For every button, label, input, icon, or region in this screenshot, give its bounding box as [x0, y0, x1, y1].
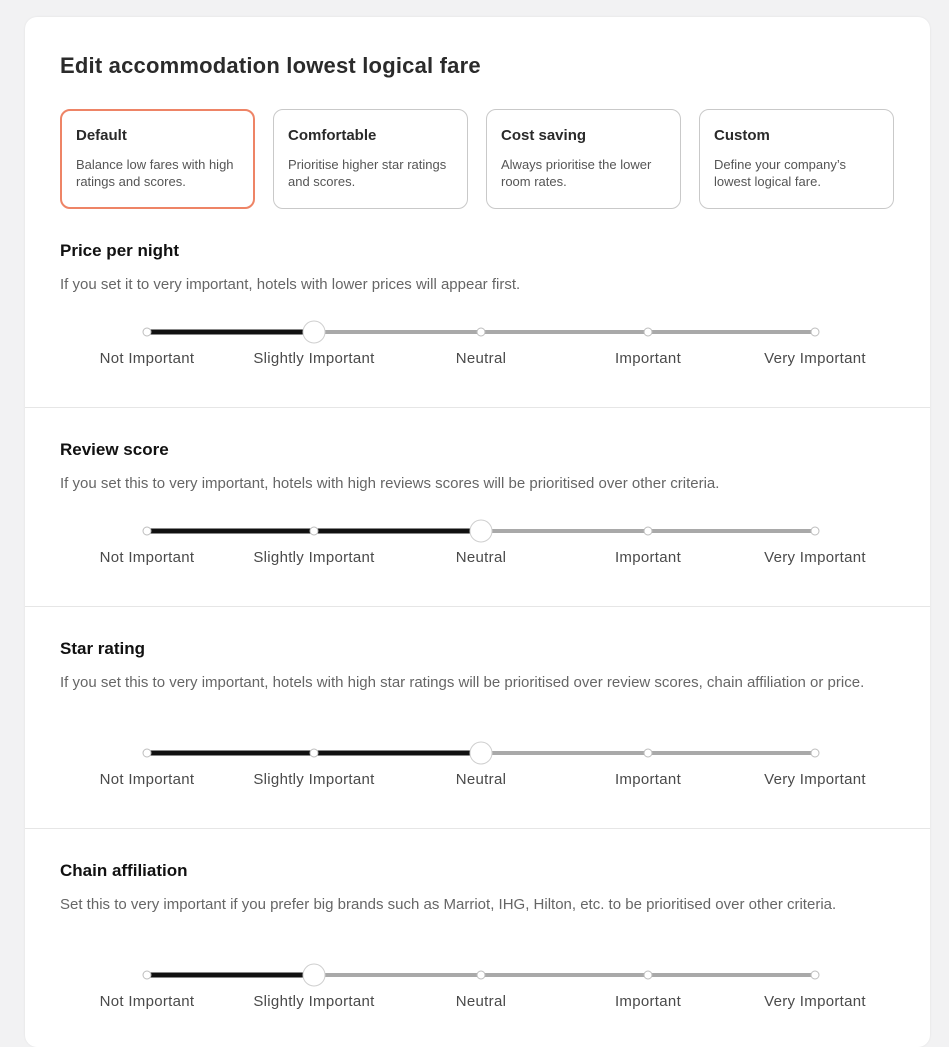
slider-stop[interactable] — [143, 328, 151, 336]
slider-stop[interactable] — [477, 328, 485, 336]
criterion-price-per-night — [25, 217, 930, 408]
slider-stop[interactable] — [143, 971, 151, 979]
preset-title: Default — [76, 127, 127, 144]
slider-track-graphic — [87, 521, 887, 545]
slider-stop[interactable] — [644, 749, 652, 757]
preset-cost-saving[interactable] — [486, 109, 681, 209]
criterion-chain-affiliation — [25, 829, 930, 1047]
criterion-description: Set this to very important if you prefer big brands such as Marriot, IHG, Hilton, etc. to be prioritised over other criteria. — [60, 896, 837, 913]
slider-stop[interactable] — [644, 527, 652, 535]
slider-thumb[interactable] — [303, 964, 325, 986]
criterion-title: Price per night — [60, 241, 180, 260]
importance-slider[interactable] — [87, 322, 887, 378]
slider-stop[interactable] — [477, 971, 485, 979]
slider-stop[interactable] — [811, 971, 819, 979]
slider-label: Not Important — [99, 549, 195, 566]
preset-description: Balance low fares with high ratings and scores. — [76, 157, 234, 189]
page-title: Edit accommodation lowest logical fare — [60, 53, 481, 78]
slider-label: Very Important — [764, 549, 866, 566]
slider-stop[interactable] — [644, 971, 652, 979]
importance-slider[interactable] — [87, 743, 887, 799]
slider-label: Important — [614, 350, 682, 367]
slider-label: Neutral — [455, 771, 507, 788]
preset-description: Always prioritise the lower room rates. — [501, 157, 652, 189]
slider-thumb[interactable] — [303, 321, 325, 343]
criterion-description: If you set it to very important, hotels with lower prices will appear first. — [60, 276, 521, 293]
slider-label: Not Important — [99, 350, 195, 367]
slider-thumb[interactable] — [470, 520, 492, 542]
importance-slider[interactable] — [87, 965, 887, 1021]
slider-label: Important — [614, 549, 682, 566]
slider-stop[interactable] — [310, 749, 318, 757]
slider-stop[interactable] — [143, 749, 151, 757]
criterion-description: If you set this to very important, hotels with high reviews scores will be prioritised over other criteria. — [60, 475, 720, 492]
slider-label: Very Important — [764, 350, 866, 367]
preset-comfortable[interactable] — [273, 109, 468, 209]
criterion-title: Review score — [60, 440, 169, 459]
slider-stop[interactable] — [811, 749, 819, 757]
criterion-title: Star rating — [60, 639, 146, 658]
importance-slider[interactable] — [87, 521, 887, 577]
slider-label: Neutral — [455, 549, 507, 566]
slider-thumb[interactable] — [470, 742, 492, 764]
slider-label: Slightly Important — [253, 771, 375, 788]
criterion-description: If you set this to very important, hotels with high star ratings will be prioritised over review scores, chain affiliation or price. — [60, 674, 865, 691]
slider-label: Very Important — [764, 993, 866, 1010]
preset-custom[interactable] — [699, 109, 894, 209]
slider-label: Important — [614, 993, 682, 1010]
slider-label: Not Important — [99, 993, 195, 1010]
slider-label: Slightly Important — [253, 993, 375, 1010]
slider-label: Not Important — [99, 771, 195, 788]
slider-track-graphic — [87, 322, 887, 346]
slider-stop[interactable] — [644, 328, 652, 336]
criterion-title: Chain affiliation — [60, 861, 188, 880]
slider-stop[interactable] — [310, 527, 318, 535]
slider-track-graphic — [87, 965, 887, 989]
preset-title: Custom — [714, 127, 770, 144]
criterion-star-rating — [25, 607, 930, 829]
slider-stop[interactable] — [811, 527, 819, 535]
preset-description: Prioritise higher star ratings and scores. — [288, 157, 447, 189]
preset-default[interactable] — [60, 109, 255, 209]
slider-label: Neutral — [455, 993, 507, 1010]
slider-stop[interactable] — [811, 328, 819, 336]
slider-label: Important — [614, 771, 682, 788]
criterion-review-score — [25, 408, 930, 607]
slider-label: Neutral — [455, 350, 507, 367]
settings-card — [25, 17, 930, 1047]
slider-label: Slightly Important — [253, 350, 375, 367]
slider-stop[interactable] — [143, 527, 151, 535]
slider-label: Very Important — [764, 771, 866, 788]
preset-title: Comfortable — [288, 127, 377, 144]
slider-label: Slightly Important — [253, 549, 375, 566]
preset-description: Define your company’s lowest logical fare. — [714, 157, 846, 189]
slider-track-graphic — [87, 743, 887, 767]
preset-options — [60, 109, 895, 209]
preset-title: Cost saving — [501, 127, 587, 144]
